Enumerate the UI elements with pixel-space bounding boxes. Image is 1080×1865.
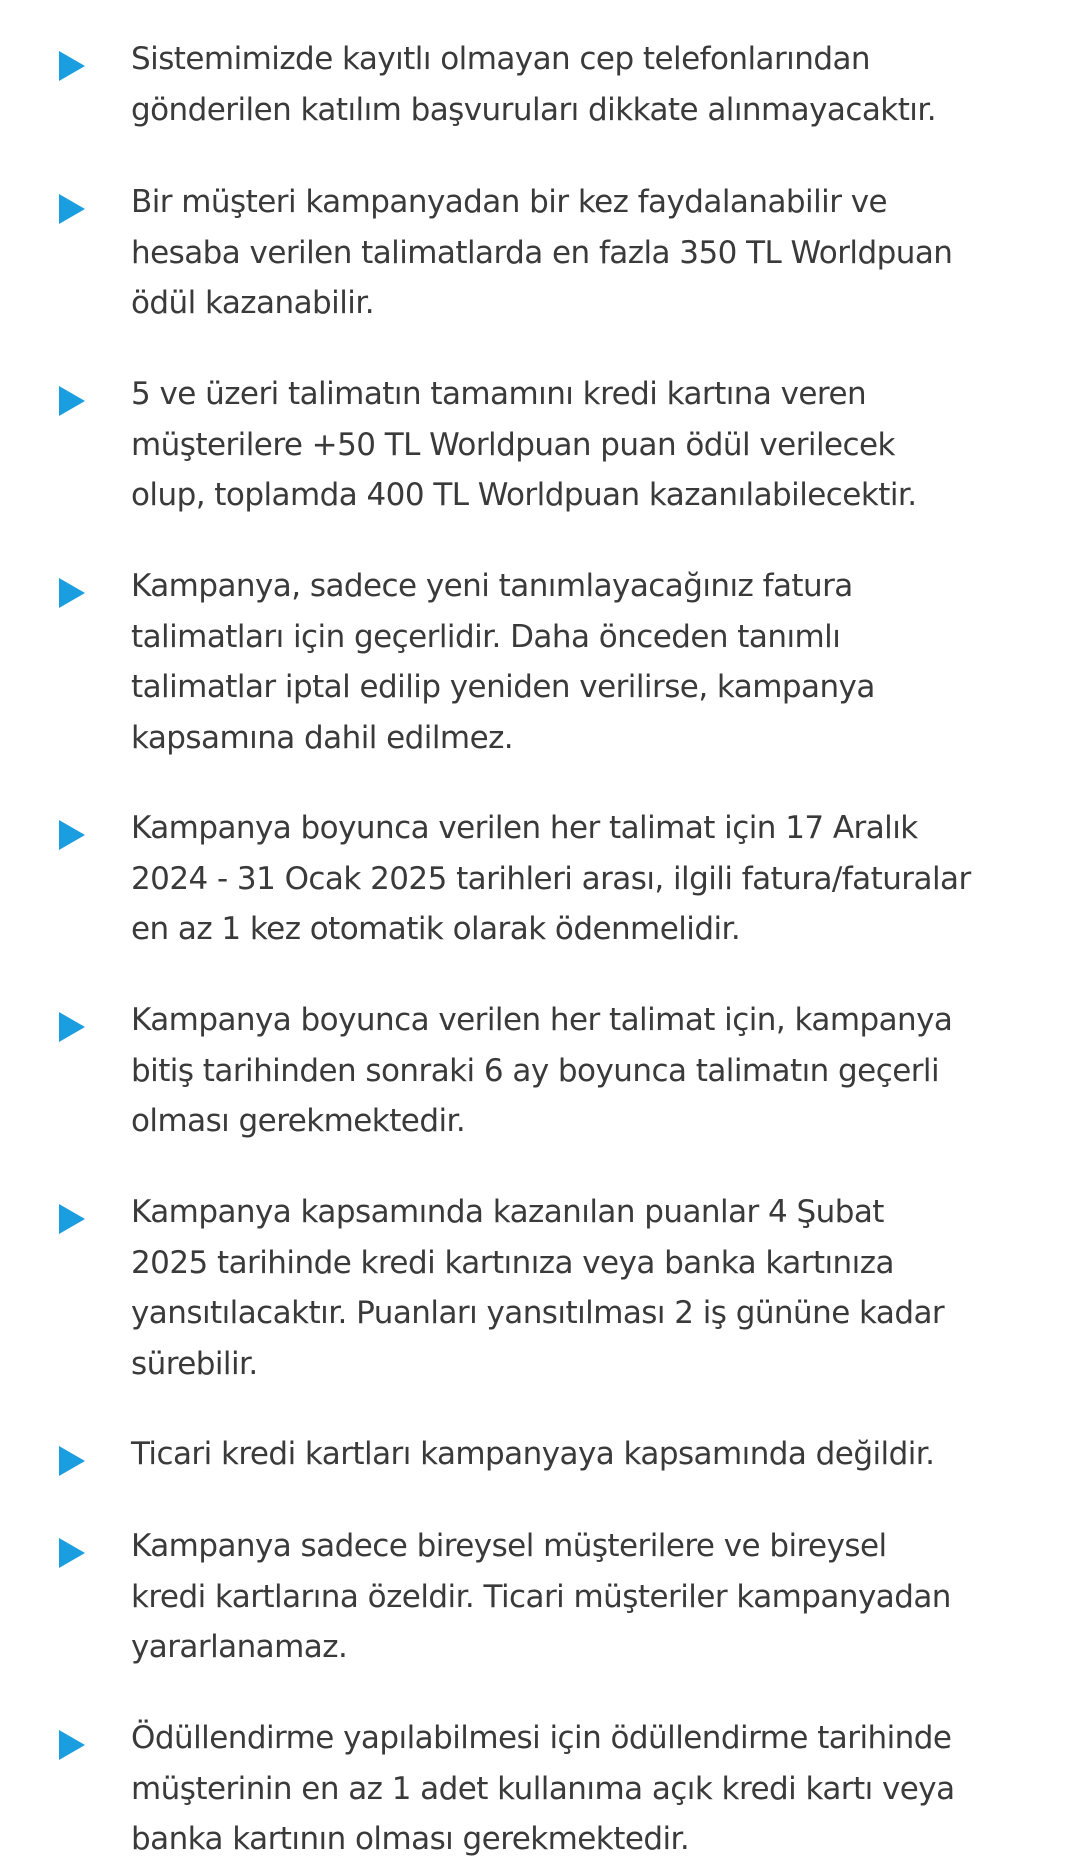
triangle-bullet-icon [59, 1204, 85, 1234]
term-text: Kampanya sadece bireysel müşterilere ve bireysel kredi kartlarına özeldir. Ticari müşteriler kampanyadan yararlanamaz. [131, 1528, 951, 1665]
triangle-bullet-icon [59, 51, 85, 81]
term-text: Kampanya boyunca verilen her talimat için 17 Aralık 2024 - 31 Ocak 2025 tarihleri arası, ilgili fatura/faturalar en az 1 kez otomatik olarak ödenmelidir. [131, 810, 971, 947]
term-text: 5 ve üzeri talimatın tamamını kredi kartına veren müşterilere +50 TL Worldpuan puan ödül verilecek olup, toplamda 400 TL Worldpuan kazanılabilecektir. [131, 376, 917, 513]
term-text: Kampanya kapsamında kazanılan puanlar 4 Şubat 2025 tarihinde kredi kartınıza veya banka kartınıza yansıtılacaktır. Puanları yansıtılması 2 iş gününe kadar sürebilir. [131, 1194, 945, 1382]
triangle-bullet-icon [59, 820, 85, 850]
term-text: Kampanya boyunca verilen her talimat için, kampanya bitiş tarihinden sonraki 6 ay boyunca talimatın geçerli olması gerekmektedir. [131, 1002, 953, 1139]
triangle-bullet-icon [59, 1012, 85, 1042]
term-text: Kampanya, sadece yeni tanımlayacağınız fatura talimatları için geçerlidir. Daha önceden tanımlı talimatlar iptal edilip yeniden verilirse, kampanya kapsamına dahil edilmez. [131, 568, 875, 756]
triangle-bullet-icon [59, 578, 85, 608]
triangle-bullet-icon [59, 194, 85, 224]
term-text: Bir müşteri kampanyadan bir kez faydalanabilir ve hesaba verilen talimatlarda en fazla 350 TL Worldpuan ödül kazanabilir. [131, 184, 953, 321]
term-text: Sistemimizde kayıtlı olmayan cep telefonlarından gönderilen katılım başvuruları dikkate alınmayacaktır. [131, 41, 937, 128]
triangle-bullet-icon [59, 1538, 85, 1568]
triangle-bullet-icon [59, 386, 85, 416]
triangle-bullet-icon [59, 1730, 85, 1760]
triangle-bullet-icon [59, 1446, 85, 1476]
term-text: Ticari kredi kartları kampanyaya kapsamında değildir. [131, 1436, 935, 1472]
term-text: Ödüllendirme yapılabilmesi için ödüllendirme tarihinde müşterinin en az 1 adet kullanıma açık kredi kartı veya banka kartının olması gerekmektedir. [131, 1720, 955, 1857]
